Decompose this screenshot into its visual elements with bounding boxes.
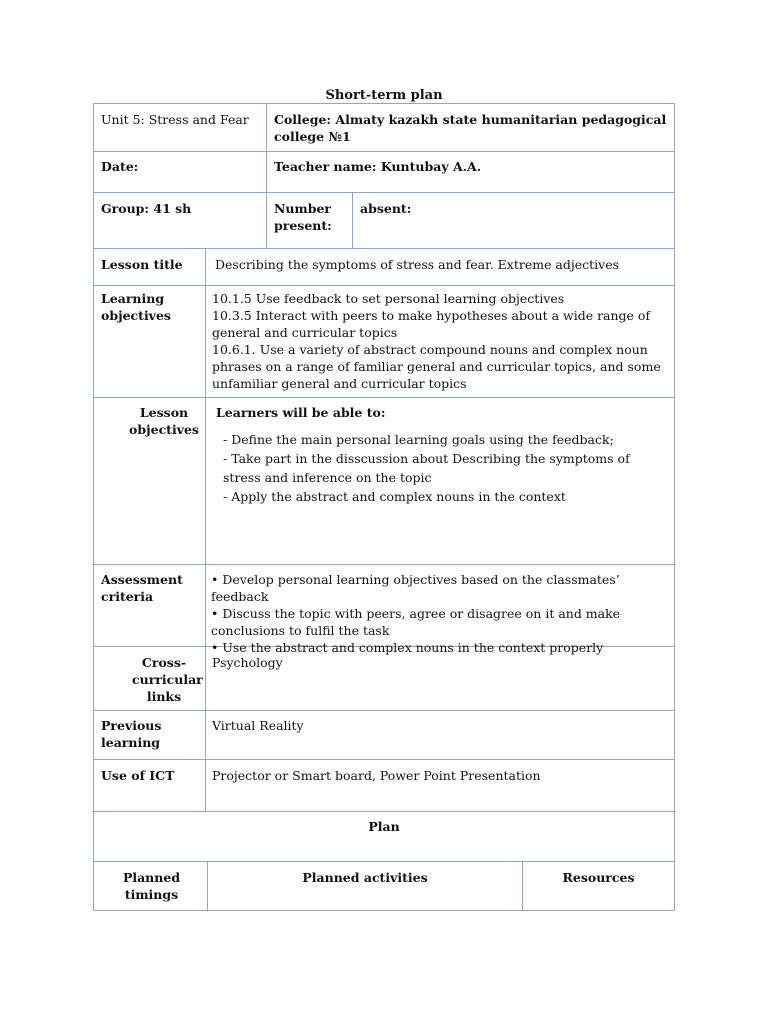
- learning-objectives-label: Learning objectives: [101, 291, 171, 323]
- college-value: Almaty kazakh state humanitarian pedagogical college №1: [274, 112, 667, 144]
- cross-curricular-label: Cross-curricular links: [132, 655, 203, 704]
- previous-learning-label: Previous learning: [101, 718, 162, 750]
- lesson-plan-table: [93, 103, 675, 911]
- date-label: Date:: [101, 159, 139, 174]
- page-title: Short-term plan: [325, 88, 443, 103]
- lesson-objectives-list: [223, 430, 668, 506]
- teacher-cell: [274, 158, 669, 175]
- learning-objectives-list: [212, 290, 670, 392]
- bullet-icon: •: [211, 640, 219, 655]
- college-label: College:: [274, 112, 332, 127]
- learning-objective-item: 10.3.5 Interact with peers to make hypotheses about a wide range of general and curricular topics: [212, 308, 651, 340]
- teacher-label: Teacher name:: [274, 159, 377, 174]
- assessment-item: [211, 605, 673, 639]
- lesson-objective-item: - Take part in the disscussion about Describing the symptoms of stress and inference on the topic: [223, 451, 630, 485]
- assessment-item: [211, 571, 673, 605]
- assessment-item-text: Discuss the topic with peers, agree or disagree on it and make conclusions to fulfil the task: [211, 606, 621, 638]
- number-present-cell: Number present:: [274, 201, 332, 233]
- plan-title: Plan: [368, 819, 400, 834]
- absent-cell: absent:: [360, 201, 412, 216]
- planned-activities-header: Planned activities: [302, 870, 428, 885]
- use-of-ict-value: Projector or Smart board, Power Point Presentation: [212, 768, 541, 783]
- previous-learning-value: Virtual Reality: [212, 718, 304, 733]
- unit-cell: Unit 5: Stress and Fear: [101, 112, 249, 127]
- planned-timings-header: Planned timings: [122, 870, 181, 902]
- lesson-title-label: Lesson title: [101, 257, 183, 272]
- lesson-objective-item: - Apply the abstract and complex nouns in the context: [223, 489, 566, 504]
- use-of-ict-label: Use of ICT: [101, 768, 175, 783]
- assessment-item-text: Develop personal learning objectives based on the classmates’ feedback: [211, 572, 620, 604]
- teacher-value: Kuntubay A.A.: [380, 159, 482, 174]
- lesson-objective-item: - Define the main personal learning goals using the feedback;: [223, 432, 614, 447]
- cross-curricular-value: Psychology: [212, 655, 283, 670]
- resources-header: Resources: [562, 870, 635, 885]
- bullet-icon: •: [211, 572, 219, 587]
- lesson-objectives-intro: Learners will be able to:: [216, 405, 386, 420]
- learning-objective-item: 10.6.1. Use a variety of abstract compound nouns and complex noun phrases on a range of familiar general and curricular topics, and some unfamiliar general and curricular topics: [212, 342, 661, 391]
- lesson-title-value: Describing the symptoms of stress and fear. Extreme adjectives: [215, 257, 620, 272]
- college-cell: [274, 111, 669, 145]
- assessment-item-text: Use the abstract and complex nouns in the context properly: [222, 640, 604, 655]
- lesson-objectives-label: Lesson objectives: [129, 405, 199, 437]
- group-cell: Group: 41 sh: [101, 201, 192, 216]
- assessment-criteria-label: Assessment criteria: [101, 572, 183, 604]
- bullet-icon: •: [211, 606, 219, 621]
- assessment-criteria-list: [211, 571, 673, 656]
- learning-objective-item: 10.1.5 Use feedback to set personal learning objectives: [212, 291, 565, 306]
